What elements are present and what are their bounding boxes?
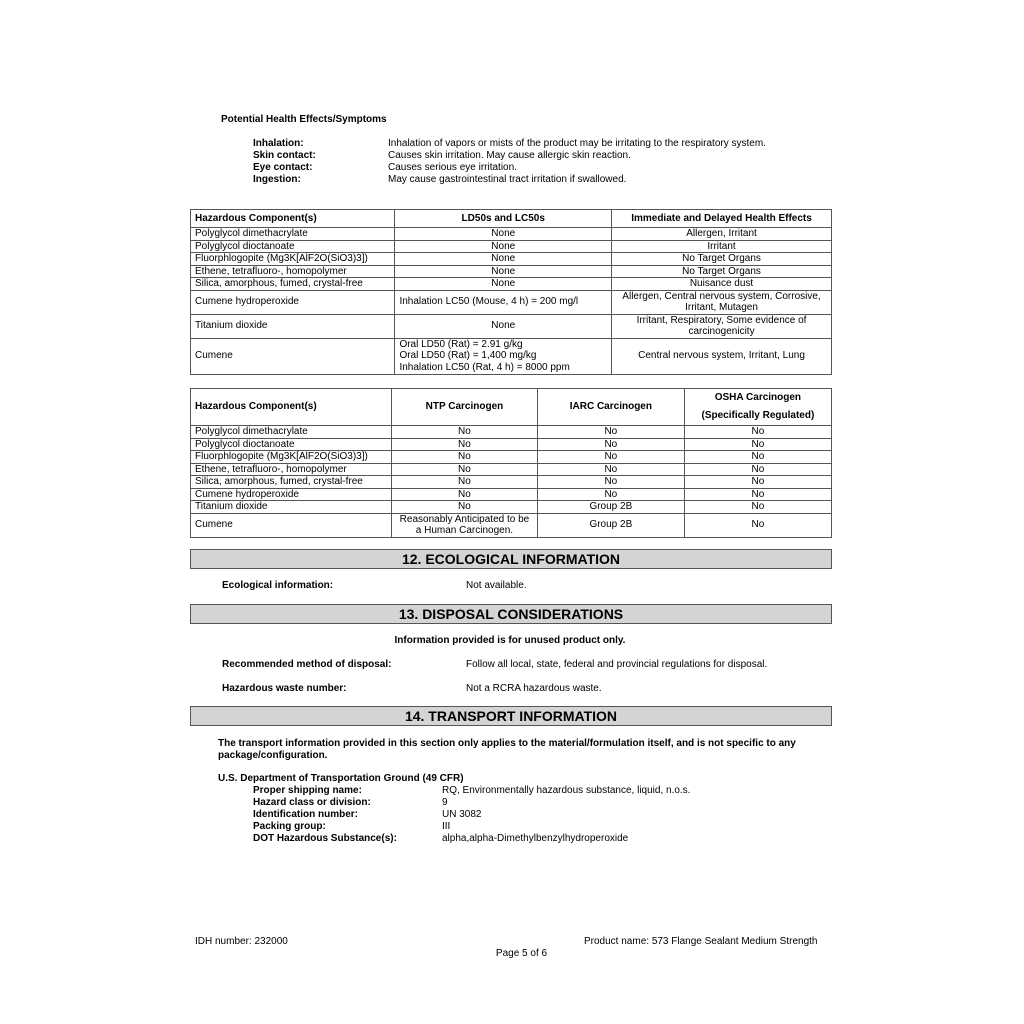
table-cell: None — [395, 240, 612, 253]
column-header — [684, 389, 831, 426]
health-value: Causes skin irritation. May cause allergic skin reaction. — [388, 150, 631, 161]
table-cell: Group 2B — [537, 513, 684, 537]
health-label: Ingestion: — [253, 174, 301, 185]
section-13-header: 13. DISPOSAL CONSIDERATIONS — [190, 604, 832, 624]
disposal-note: Information provided is for unused product only. — [394, 635, 626, 646]
table-cell: Oral LD50 (Rat) = 2.91 g/kg Oral LD50 (Rat) = 1,400 mg/kg Inhalation LC50 (Rat, 4 h) = 8000 ppm — [395, 338, 612, 374]
table-cell: No — [684, 426, 831, 439]
table-cell: Irritant, Respiratory, Some evidence of carcinogenicity — [612, 314, 832, 338]
table-cell: Titanium dioxide — [191, 314, 395, 338]
table-cell: None — [395, 278, 612, 291]
table-cell: No — [391, 426, 537, 439]
table-cell: Polyglycol dioctanoate — [191, 438, 392, 451]
osha-header: OSHA Carcinogen — [714, 392, 802, 403]
transport-label: Identification number: — [253, 809, 358, 820]
table-cell: No — [537, 426, 684, 439]
transport-value: RQ, Environmentally hazardous substance, liquid, n.o.s. — [442, 785, 691, 796]
table-cell: Silica, amorphous, fumed, crystal-free — [191, 476, 392, 489]
table-cell: No — [684, 513, 831, 537]
table-row — [191, 278, 832, 291]
table-cell: None — [395, 314, 612, 338]
health-effects-title: Potential Health Effects/Symptoms — [221, 114, 387, 125]
table-row — [191, 463, 832, 476]
waste-number-value: Not a RCRA hazardous waste. — [466, 683, 602, 694]
transport-label: Hazard class or division: — [253, 797, 371, 808]
table-row — [191, 513, 832, 537]
table-row — [191, 451, 832, 464]
table-cell: No — [537, 488, 684, 501]
column-header: NTP Carcinogen — [391, 389, 537, 426]
transport-label: DOT Hazardous Substance(s): — [253, 833, 397, 844]
table-cell: Silica, amorphous, fumed, crystal-free — [191, 278, 395, 291]
table-row — [191, 501, 832, 514]
table-cell: No — [537, 438, 684, 451]
column-header: Hazardous Component(s) — [191, 210, 395, 228]
ecological-label: Ecological information: — [222, 580, 334, 591]
table-cell: No Target Organs — [612, 253, 832, 266]
table-cell: Allergen, Irritant — [612, 228, 832, 241]
table-cell: No — [391, 476, 537, 489]
table-cell: No — [684, 438, 831, 451]
section-14-header: 14. TRANSPORT INFORMATION — [190, 706, 832, 726]
table-row — [191, 240, 832, 253]
health-label: Eye contact: — [253, 162, 313, 173]
table-cell: No — [391, 451, 537, 464]
table-row — [191, 426, 832, 439]
table-cell: No — [684, 501, 831, 514]
health-value: Inhalation of vapors or mists of the product may be irritating to the respiratory system. — [388, 138, 766, 149]
table-row — [191, 488, 832, 501]
ecological-value: Not available. — [466, 580, 527, 591]
dot-title: U.S. Department of Transportation Ground (49 CFR) — [218, 773, 464, 784]
health-value: Causes serious eye irritation. — [388, 162, 517, 173]
transport-value: alpha,alpha-Dimethylbenzylhydroperoxide — [442, 833, 629, 844]
table-cell: Central nervous system, Irritant, Lung — [612, 338, 832, 374]
table-cell: No — [537, 463, 684, 476]
table-row — [191, 228, 832, 241]
transport-label: Packing group: — [253, 821, 326, 832]
table-cell: Allergen, Central nervous system, Corrosive, Irritant, Mutagen — [612, 290, 832, 314]
table-cell: None — [395, 265, 612, 278]
osha-subheader: (Specifically Regulated) — [701, 410, 815, 421]
table-cell: Ethene, tetrafluoro-, homopolymer — [191, 265, 395, 278]
table-cell: Group 2B — [537, 501, 684, 514]
section-12-header: 12. ECOLOGICAL INFORMATION — [190, 549, 832, 569]
health-label: Skin contact: — [253, 150, 316, 161]
table-cell: Ethene, tetrafluoro-, homopolymer — [191, 463, 392, 476]
table-cell: None — [395, 253, 612, 266]
table-cell: Fluorphlogopite (Mg3K[AlF2O(SiO3)3]) — [191, 451, 392, 464]
table-cell: Irritant — [612, 240, 832, 253]
table-cell: No — [684, 463, 831, 476]
table-row — [191, 253, 832, 266]
table-cell: Cumene hydroperoxide — [191, 488, 392, 501]
waste-number-label: Hazardous waste number: — [222, 683, 347, 694]
table-cell: Cumene — [191, 338, 395, 374]
table-cell: Cumene — [191, 513, 392, 537]
product-name: Product name: 573 Flange Sealant Medium Strength — [584, 936, 818, 947]
table-cell: Polyglycol dimethacrylate — [191, 426, 392, 439]
transport-note: The transport information provided in this section only applies to the material/formulation itself, and is not specific to any package/configuration. — [218, 738, 796, 761]
column-header: LD50s and LC50s — [395, 210, 612, 228]
page-number: Page 5 of 6 — [495, 948, 548, 959]
table-cell: No — [391, 488, 537, 501]
table-cell: Titanium dioxide — [191, 501, 392, 514]
idh-number: IDH number: 232000 — [195, 936, 288, 947]
table-row — [191, 290, 832, 314]
column-header: IARC Carcinogen — [537, 389, 684, 426]
table-cell: Polyglycol dimethacrylate — [191, 228, 395, 241]
table-row — [191, 476, 832, 489]
table-row — [191, 314, 832, 338]
table-row — [191, 338, 832, 374]
table-row — [191, 265, 832, 278]
health-label: Inhalation: — [253, 138, 304, 149]
table-cell: No Target Organs — [612, 265, 832, 278]
column-header: Immediate and Delayed Health Effects — [612, 210, 832, 228]
table-cell: Polyglycol dioctanoate — [191, 240, 395, 253]
table-cell: No — [537, 476, 684, 489]
table-cell: None — [395, 228, 612, 241]
table-cell: No — [391, 501, 537, 514]
transport-label: Proper shipping name: — [253, 785, 362, 796]
carcinogen-table — [190, 388, 832, 538]
table-header-row — [191, 389, 832, 426]
transport-value: III — [442, 821, 451, 832]
table-cell: No — [391, 463, 537, 476]
table-cell: Nuisance dust — [612, 278, 832, 291]
table-cell: No — [537, 451, 684, 464]
table-cell: Fluorphlogopite (Mg3K[AlF2O(SiO3)3]) — [191, 253, 395, 266]
disposal-method-value: Follow all local, state, federal and provincial regulations for disposal. — [466, 659, 768, 670]
disposal-method-label: Recommended method of disposal: — [222, 659, 392, 670]
transport-value: 9 — [442, 797, 448, 808]
table-cell: Reasonably Anticipated to be a Human Carcinogen. — [391, 513, 537, 537]
table-cell: No — [684, 451, 831, 464]
table-cell: No — [684, 488, 831, 501]
table-cell: Cumene hydroperoxide — [191, 290, 395, 314]
table-cell: No — [391, 438, 537, 451]
table-cell: No — [684, 476, 831, 489]
column-header: Hazardous Component(s) — [191, 389, 392, 426]
table-cell: Inhalation LC50 (Mouse, 4 h) = 200 mg/l — [395, 290, 612, 314]
table-row — [191, 438, 832, 451]
table-header-row — [191, 210, 832, 228]
health-value: May cause gastrointestinal tract irritation if swallowed. — [388, 174, 627, 185]
transport-value: UN 3082 — [442, 809, 482, 820]
toxicity-table — [190, 209, 832, 375]
